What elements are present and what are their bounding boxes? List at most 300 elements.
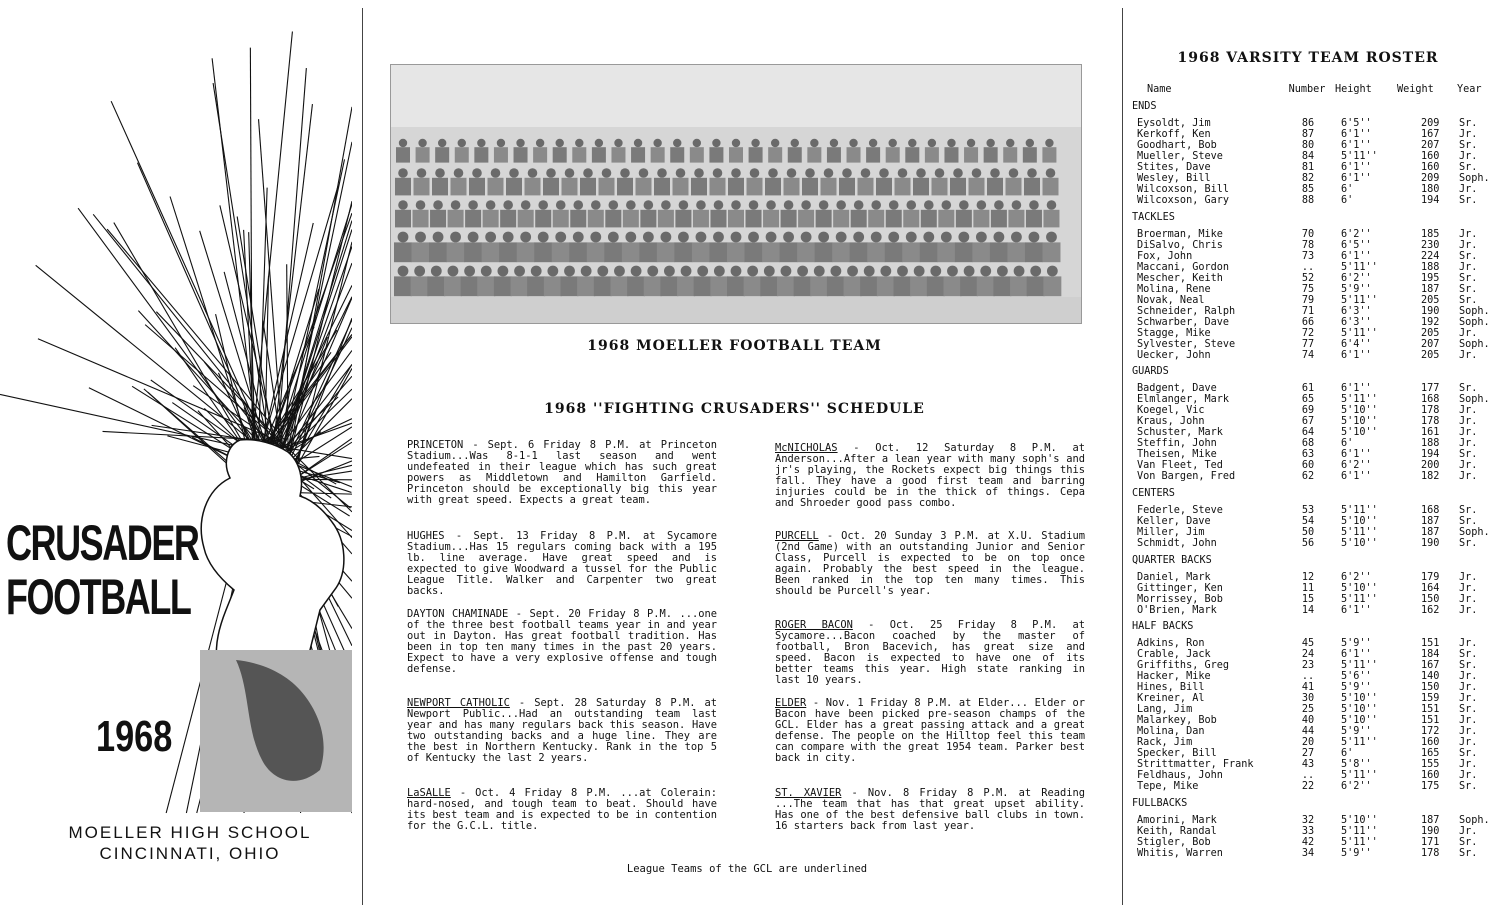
player-year: Jr. — [1459, 715, 1478, 726]
roster-row — [1117, 229, 1499, 240]
player-height: 6'1'' — [1341, 350, 1372, 361]
player-weight: 207 — [1421, 339, 1440, 350]
player-height: 5'9'' — [1341, 638, 1372, 649]
player-number: 64 — [1301, 427, 1315, 438]
player-height: 6'2'' — [1341, 572, 1372, 583]
player-height: 6'1'' — [1341, 129, 1372, 140]
player-weight: 165 — [1421, 748, 1440, 759]
player-number: 24 — [1301, 649, 1315, 660]
roster-title: 1968 VARSITY TEAM ROSTER — [1177, 50, 1439, 66]
player-name: Strittmatter, Frank — [1137, 759, 1254, 770]
player-height: 6'1'' — [1341, 471, 1372, 482]
player-year: Jr. — [1459, 151, 1478, 162]
schedule-title: 1968 ''FIGHTING CRUSADERS'' SCHEDULE — [544, 401, 925, 417]
player-number: 41 — [1301, 682, 1315, 693]
player-name: Amorini, Mark — [1137, 815, 1217, 826]
player-weight: 188 — [1421, 262, 1440, 273]
player-height: 6' — [1341, 184, 1354, 195]
player-height: 6' — [1341, 748, 1354, 759]
game-description: - Nov. 1 Friday 8 P.M. at Elder... Elder or Bacon have been picked pre-season champs of the GCL. Elder has a great passing attack and a great defense. The people on the Hilltop feel this team can compare with the great 1954 team. Parker best back in city. — [775, 697, 1085, 765]
roster-row — [1117, 118, 1499, 129]
player-number: 53 — [1301, 505, 1315, 516]
game-opponent: ST. XAVIER — [775, 787, 842, 799]
roster-section-label: HALF BACKS — [1132, 621, 1194, 632]
roster-row — [1117, 605, 1499, 616]
player-year: Jr. — [1459, 350, 1478, 361]
roster-row — [1117, 195, 1499, 206]
player-name: Tepe, Mike — [1137, 781, 1199, 792]
player-number: 82 — [1301, 173, 1315, 184]
player-number: 11 — [1301, 583, 1315, 594]
player-year: Sr. — [1459, 118, 1478, 129]
roster-row — [1117, 781, 1499, 792]
player-height: 5'11'' — [1341, 394, 1378, 405]
player-number: .. — [1301, 671, 1315, 682]
player-year: Jr. — [1459, 405, 1478, 416]
player-height: 5'10'' — [1341, 815, 1378, 826]
game-opponent: ELDER — [775, 697, 807, 709]
player-year: Jr. — [1459, 427, 1478, 438]
player-height: 5'11'' — [1341, 262, 1378, 273]
player-name: Koegel, Vic — [1137, 405, 1205, 416]
player-number: 72 — [1301, 328, 1315, 339]
player-name: Morrissey, Bob — [1137, 594, 1223, 605]
game-opponent: HUGHES — [407, 530, 445, 542]
player-name: Eysoldt, Jim — [1137, 118, 1211, 129]
player-name: Federle, Steve — [1137, 505, 1223, 516]
game-opponent: McNICHOLAS — [775, 442, 838, 454]
player-number: 23 — [1301, 660, 1315, 671]
player-weight: 164 — [1421, 583, 1440, 594]
player-year: Jr. — [1459, 583, 1478, 594]
player-number: 61 — [1301, 383, 1315, 394]
header-height: Height — [1335, 84, 1372, 95]
roster-section-label: ENDS — [1132, 101, 1157, 112]
player-height: 5'11'' — [1341, 660, 1378, 671]
player-year: Jr. — [1459, 129, 1478, 140]
player-height: 5'11'' — [1341, 527, 1378, 538]
player-year: Sr. — [1459, 449, 1478, 460]
player-name: Schneider, Ralph — [1137, 306, 1236, 317]
player-weight: 150 — [1421, 594, 1440, 605]
player-name: Goodhart, Bob — [1137, 140, 1217, 151]
roster-row — [1117, 516, 1499, 527]
roster-row — [1117, 583, 1499, 594]
game-description: - Oct. 12 Saturday 8 P.M. at Anderson...After a lean year with many soph's and jr's playing, the Rockets expect big things this fall. They have a good first team and barring injuries could be in the thick of things. Cepa and Shroeder good pass combo. — [775, 442, 1085, 510]
team-photo — [390, 64, 1082, 324]
roster-row — [1117, 759, 1499, 770]
roster-row — [1117, 240, 1499, 251]
player-weight: 171 — [1421, 837, 1440, 848]
player-number: 60 — [1301, 460, 1315, 471]
roster-row — [1117, 328, 1499, 339]
player-weight: 140 — [1421, 671, 1440, 682]
player-name: Miller, Jim — [1137, 527, 1205, 538]
player-year: Sr. — [1459, 140, 1478, 151]
player-name: Wesley, Bill — [1137, 173, 1211, 184]
player-name: DiSalvo, Chris — [1137, 240, 1223, 251]
player-weight: 151 — [1421, 704, 1440, 715]
player-number: 73 — [1301, 251, 1315, 262]
player-year: Jr. — [1459, 594, 1478, 605]
player-year: Jr. — [1459, 638, 1478, 649]
player-name: Von Bargen, Fred — [1137, 471, 1236, 482]
roster-row — [1117, 638, 1499, 649]
player-year: Jr. — [1459, 229, 1478, 240]
roster-row — [1117, 284, 1499, 295]
team-photo-image — [391, 65, 1081, 323]
player-name: Steffin, John — [1137, 438, 1217, 449]
player-height: 6' — [1341, 195, 1354, 206]
roster-section-label: FULLBACKS — [1132, 798, 1188, 809]
player-height: 6'1'' — [1341, 173, 1372, 184]
roster-row — [1117, 405, 1499, 416]
player-year: Jr. — [1459, 460, 1478, 471]
player-weight: 167 — [1421, 129, 1440, 140]
player-name: Keller, Dave — [1137, 516, 1211, 527]
player-weight: 194 — [1421, 449, 1440, 460]
roster-row — [1117, 394, 1499, 405]
player-year: Jr. — [1459, 471, 1478, 482]
player-year: Soph. — [1459, 527, 1490, 538]
player-number: 78 — [1301, 240, 1315, 251]
player-height: 5'8'' — [1341, 759, 1372, 770]
player-weight: 209 — [1421, 118, 1440, 129]
player-name: Kreiner, Al — [1137, 693, 1205, 704]
player-name: Griffiths, Greg — [1137, 660, 1230, 671]
player-name: Keith, Randal — [1137, 826, 1217, 837]
player-height: 5'11'' — [1341, 151, 1378, 162]
player-name: Feldhaus, John — [1137, 770, 1223, 781]
player-number: 79 — [1301, 295, 1315, 306]
player-year: Soph. — [1459, 306, 1490, 317]
player-number: 71 — [1301, 306, 1315, 317]
player-name: Schuster, Mark — [1137, 427, 1223, 438]
roster-row — [1117, 339, 1499, 350]
player-height: 5'10'' — [1341, 704, 1378, 715]
player-year: Jr. — [1459, 770, 1478, 781]
roster-row — [1117, 151, 1499, 162]
player-year: Sr. — [1459, 704, 1478, 715]
player-name: Elmlanger, Mark — [1137, 394, 1230, 405]
player-year: Sr. — [1459, 538, 1478, 549]
player-number: 56 — [1301, 538, 1315, 549]
player-number: 74 — [1301, 350, 1315, 361]
header-year: Year — [1457, 84, 1482, 95]
player-height: 6'3'' — [1341, 306, 1372, 317]
game-description: - Oct. 25 Friday 8 P.M. at Sycamore...Bacon coached by the master of football, Bron Bacevich, has great size and speed. Bacon is expected to have one of its better teams this year. High state ranking in last 10 years. — [775, 619, 1085, 687]
player-number: 85 — [1301, 184, 1315, 195]
player-year: Sr. — [1459, 284, 1478, 295]
player-year: Jr. — [1459, 240, 1478, 251]
player-year: Jr. — [1459, 759, 1478, 770]
player-year: Jr. — [1459, 605, 1478, 616]
grass-burst-illustration — [0, 0, 352, 913]
player-year: Sr. — [1459, 273, 1478, 284]
player-name: Schmidt, John — [1137, 538, 1217, 549]
player-year: Sr. — [1459, 251, 1478, 262]
player-number: 75 — [1301, 284, 1315, 295]
player-height: 5'6'' — [1341, 671, 1372, 682]
player-number: 77 — [1301, 339, 1315, 350]
header-weight: Weight — [1397, 84, 1434, 95]
player-name: Wilcoxson, Gary — [1137, 195, 1230, 206]
player-year: Sr. — [1459, 195, 1478, 206]
player-weight: 190 — [1421, 538, 1440, 549]
game-entry — [775, 698, 1085, 765]
player-number: 14 — [1301, 605, 1315, 616]
player-number: 87 — [1301, 129, 1315, 140]
player-name: Schwarber, Dave — [1137, 317, 1230, 328]
player-number: 32 — [1301, 815, 1315, 826]
school-block — [40, 822, 340, 864]
player-year: Sr. — [1459, 162, 1478, 173]
player-number: 65 — [1301, 394, 1315, 405]
player-weight: 184 — [1421, 649, 1440, 660]
roster-row — [1117, 162, 1499, 173]
player-height: 6'2'' — [1341, 229, 1372, 240]
player-weight: 161 — [1421, 427, 1440, 438]
roster-row — [1117, 416, 1499, 427]
player-number: 40 — [1301, 715, 1315, 726]
player-year: Sr. — [1459, 295, 1478, 306]
player-name: Van Fleet, Ted — [1137, 460, 1223, 471]
player-name: Gittinger, Ken — [1137, 583, 1223, 594]
roster-row — [1117, 449, 1499, 460]
player-name: Uecker, John — [1137, 350, 1211, 361]
roster-row — [1117, 572, 1499, 583]
player-name: Rack, Jim — [1137, 737, 1193, 748]
player-weight: 188 — [1421, 438, 1440, 449]
game-entry — [407, 440, 717, 507]
game-entry — [407, 531, 717, 598]
player-weight: 205 — [1421, 295, 1440, 306]
roster-row — [1117, 726, 1499, 737]
game-opponent: PRINCETON — [407, 439, 464, 451]
roster-section-label: CENTERS — [1132, 488, 1175, 499]
roster-row — [1117, 737, 1499, 748]
player-height: 6'5'' — [1341, 240, 1372, 251]
player-number: 30 — [1301, 693, 1315, 704]
player-year: Jr. — [1459, 693, 1478, 704]
player-weight: 160 — [1421, 770, 1440, 781]
roster-row — [1117, 671, 1499, 682]
player-number: 33 — [1301, 826, 1315, 837]
player-year: Soph. — [1459, 815, 1490, 826]
player-height: 6'2'' — [1341, 273, 1372, 284]
game-opponent: NEWPORT CATHOLIC — [407, 697, 510, 709]
roster-row — [1117, 427, 1499, 438]
player-year: Jr. — [1459, 184, 1478, 195]
player-weight: 200 — [1421, 460, 1440, 471]
player-number: 43 — [1301, 759, 1315, 770]
player-name: Whitis, Warren — [1137, 848, 1223, 859]
player-weight: 155 — [1421, 759, 1440, 770]
game-entry — [407, 609, 717, 676]
player-number: 86 — [1301, 118, 1315, 129]
player-height: 6'5'' — [1341, 118, 1372, 129]
player-name: Sylvester, Steve — [1137, 339, 1236, 350]
player-number: 15 — [1301, 594, 1315, 605]
player-height: 5'11'' — [1341, 737, 1378, 748]
player-name: Novak, Neal — [1137, 295, 1205, 306]
player-weight: 187 — [1421, 527, 1440, 538]
player-name: Hines, Bill — [1137, 682, 1205, 693]
player-height: 5'10'' — [1341, 516, 1378, 527]
game-description: - Oct. 20 Sunday 3 P.M. at X.U. Stadium (2nd Game) with an outstanding Junior and Senior Class, Purcell is expected to be on top once again. Probably the best speed in the league. Been ranked in the top ten many times. This should be Purcell's year. — [775, 530, 1085, 598]
school-city: CINCINNATI, OHIO — [99, 844, 281, 863]
player-weight: 194 — [1421, 195, 1440, 206]
player-name: Kerkoff, Ken — [1137, 129, 1211, 140]
player-weight: 190 — [1421, 306, 1440, 317]
roster-row — [1117, 538, 1499, 549]
roster-row — [1117, 770, 1499, 781]
player-year: Jr. — [1459, 572, 1478, 583]
player-height: 5'10'' — [1341, 405, 1378, 416]
player-year: Jr. — [1459, 726, 1478, 737]
player-year: Sr. — [1459, 748, 1478, 759]
roster-row — [1117, 383, 1499, 394]
player-height: 6'1'' — [1341, 140, 1372, 151]
player-number: 50 — [1301, 527, 1315, 538]
player-year: Jr. — [1459, 682, 1478, 693]
player-name: Specker, Bill — [1137, 748, 1217, 759]
roster-row — [1117, 715, 1499, 726]
player-weight: 167 — [1421, 660, 1440, 671]
player-number: 84 — [1301, 151, 1315, 162]
player-weight: 151 — [1421, 638, 1440, 649]
player-height: 6'3'' — [1341, 317, 1372, 328]
player-name: Stagge, Mike — [1137, 328, 1211, 339]
game-entry — [407, 698, 717, 765]
player-year: Sr. — [1459, 649, 1478, 660]
player-height: 5'11'' — [1341, 770, 1378, 781]
roster-row — [1117, 273, 1499, 284]
player-weight: 160 — [1421, 737, 1440, 748]
player-height: 5'9'' — [1341, 284, 1372, 295]
player-number: 44 — [1301, 726, 1315, 737]
roster-row — [1117, 251, 1499, 262]
roster-row — [1117, 815, 1499, 826]
player-height: 5'10'' — [1341, 693, 1378, 704]
player-weight: 187 — [1421, 284, 1440, 295]
player-name: Daniel, Mark — [1137, 572, 1211, 583]
roster-row — [1117, 460, 1499, 471]
player-name: Mescher, Keith — [1137, 273, 1223, 284]
player-weight: 151 — [1421, 715, 1440, 726]
player-weight: 168 — [1421, 505, 1440, 516]
game-description: - Sept. 13 Friday 8 P.M. at Sycamore Stadium...Has 15 regulars coming back with a 195 lb. line average. Have great speed and is expected to give Woodward a tussel for the Public League Title. Walker and Carpenter two great backs. — [407, 530, 717, 598]
game-opponent: PURCELL — [775, 530, 819, 542]
game-description: - Sept. 6 Friday 8 P.M. at Princeton Stadium...Was 8-1-1 last season and went undefeated in their league which has such great powers as Middletown and Hamilton Garfield. Princeton should be exceptionally big this year with great speed. Expects a great team. — [407, 439, 717, 507]
cover-title-line1: CRUSADER — [6, 515, 199, 571]
player-height: 5'9'' — [1341, 726, 1372, 737]
player-height: 5'9'' — [1341, 848, 1372, 859]
player-number: 68 — [1301, 438, 1315, 449]
player-name: Theisen, Mike — [1137, 449, 1217, 460]
player-weight: 185 — [1421, 229, 1440, 240]
schedule-panel — [352, 0, 1117, 913]
cover-panel — [0, 0, 352, 913]
game-description: - Nov. 8 Friday 8 P.M. at Reading ...The team that has that great upset ability. Has one of the best defensive ball clubs in town. 16 starters back from last year. — [775, 787, 1085, 833]
player-name: Hacker, Mike — [1137, 671, 1211, 682]
player-year: Jr. — [1459, 438, 1478, 449]
player-weight: 190 — [1421, 826, 1440, 837]
roster-row — [1117, 837, 1499, 848]
roster-row — [1117, 140, 1499, 151]
roster-row — [1117, 704, 1499, 715]
player-weight: 162 — [1421, 605, 1440, 616]
roster-row — [1117, 438, 1499, 449]
player-weight: 175 — [1421, 781, 1440, 792]
game-opponent: DAYTON CHAMINADE — [407, 608, 509, 620]
player-year: Sr. — [1459, 781, 1478, 792]
player-weight: 160 — [1421, 162, 1440, 173]
game-description: - Oct. 4 Friday 8 P.M. ...at Colerain: hard-nosed, and tough team to beat. Should have its best team and is expected to be in contention for the G.C.L. title. — [407, 787, 717, 833]
game-opponent: ROGER BACON — [775, 619, 853, 631]
player-height: 6'1'' — [1341, 605, 1372, 616]
player-number: 67 — [1301, 416, 1315, 427]
player-height: 6'1'' — [1341, 251, 1372, 262]
roster-row — [1117, 848, 1499, 859]
player-year: Jr. — [1459, 826, 1478, 837]
player-number: 63 — [1301, 449, 1315, 460]
player-weight: 187 — [1421, 815, 1440, 826]
roster-row — [1117, 184, 1499, 195]
player-name: Mueller, Steve — [1137, 151, 1223, 162]
player-year: Soph. — [1459, 394, 1490, 405]
player-name: Molina, Rene — [1137, 284, 1211, 295]
roster-row — [1117, 262, 1499, 273]
player-number: 25 — [1301, 704, 1315, 715]
player-weight: 178 — [1421, 848, 1440, 859]
player-number: 27 — [1301, 748, 1315, 759]
roster-section-label: TACKLES — [1132, 212, 1175, 223]
roster-row — [1117, 660, 1499, 671]
player-name: Broerman, Mike — [1137, 229, 1223, 240]
player-height: 5'11'' — [1341, 837, 1378, 848]
header-name: Name — [1147, 84, 1172, 95]
game-entry — [775, 788, 1085, 832]
player-year: Jr. — [1459, 328, 1478, 339]
game-entry — [775, 443, 1085, 510]
player-year: Sr. — [1459, 383, 1478, 394]
roster-row — [1117, 295, 1499, 306]
player-weight: 192 — [1421, 317, 1440, 328]
player-year: Jr. — [1459, 416, 1478, 427]
player-weight: 180 — [1421, 184, 1440, 195]
player-name: Adkins, Ron — [1137, 638, 1205, 649]
roster-row — [1117, 505, 1499, 516]
roster-panel — [1117, 0, 1499, 913]
player-number: .. — [1301, 262, 1315, 273]
player-number: 88 — [1301, 195, 1315, 206]
player-weight: 168 — [1421, 394, 1440, 405]
player-name: Badgent, Dave — [1137, 383, 1217, 394]
player-year: Soph. — [1459, 173, 1490, 184]
player-weight: 178 — [1421, 416, 1440, 427]
player-year: Sr. — [1459, 848, 1478, 859]
player-weight: 179 — [1421, 572, 1440, 583]
player-height: 6'1'' — [1341, 383, 1372, 394]
roster-header-row — [1117, 84, 1499, 95]
roster-row — [1117, 649, 1499, 660]
player-number: 54 — [1301, 516, 1315, 527]
roster-row — [1117, 682, 1499, 693]
player-year: Soph. — [1459, 317, 1490, 328]
player-weight: 230 — [1421, 240, 1440, 251]
roster-row — [1117, 317, 1499, 328]
